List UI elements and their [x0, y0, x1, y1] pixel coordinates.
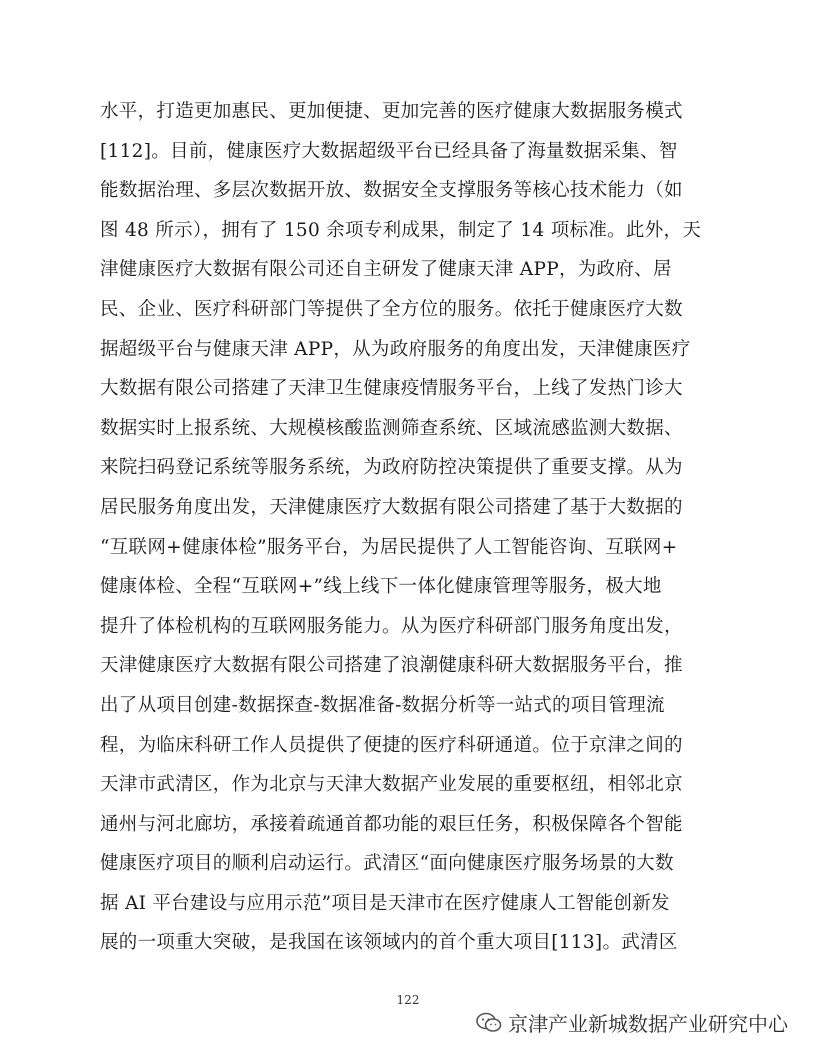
text-line: 天津健康医疗大数据有限公司搭建了浪潮健康科研大数据服务平台，推: [100, 655, 683, 677]
text-line: 健康体检、全程“互联网+”线上线下一体化健康管理等服务，极大地: [100, 576, 662, 598]
text-line: 来院扫码登记系统等服务系统，为政府防控决策提供了重要支撑。从为: [100, 457, 683, 479]
text-line: [112]。目前，健康医疗大数据超级平台已经具备了海量数据采集、智: [100, 140, 678, 162]
watermark: [476, 1008, 788, 1037]
text-line: 图 48 所示），拥有了 150 余项专利成果，制定了 14 项标准。此外，天: [100, 219, 702, 241]
text-line: 能数据治理、多层次数据开放、数据安全支撑服务等核心技术能力（如: [100, 180, 683, 202]
text-line: 天津市武清区，作为北京与天津大数据产业发展的重要枢纽，相邻北京: [100, 774, 683, 796]
document-body: [100, 92, 720, 963]
text-line: 出了从项目创建-数据探查-数据准备-数据分析等一站式的项目管理流: [100, 694, 665, 716]
text-line: 水平，打造更加惠民、更加便捷、更加完善的医疗健康大数据服务模式: [100, 101, 683, 122]
watermark-text: 京津产业新城数据产业研究中心: [508, 1012, 788, 1036]
text-line: 数据实时上报系统、大规模核酸监测筛查系统、区域流感监测大数据、: [100, 417, 683, 439]
text-line: 提升了体检机构的互联网服务能力。从为医疗科研部门服务角度出发，: [100, 615, 683, 637]
text-line: 据 AI 平台建设与应用示范”项目是天津市在医疗健康人工智能创新发: [100, 892, 670, 914]
text-line: 民、企业、医疗科研部门等提供了全方位的服务。依托于健康医疗大数: [100, 298, 683, 320]
text-line: 居民服务角度出发，天津健康医疗大数据有限公司搭建了基于大数据的: [100, 496, 683, 518]
text-line: 通州与河北廊坊，承接着疏通首都功能的艰巨任务，积极保障各个智能: [100, 813, 683, 835]
text-line: 据超级平台与健康天津 APP，从为政府服务的角度出发，天津健康医疗: [100, 338, 691, 360]
text-line: 健康医疗项目的顺利启动运行。武清区“面向健康医疗服务场景的大数: [100, 853, 674, 875]
text-line: 程，为临床科研工作人员提供了便捷的医疗科研通道。位于京津之间的: [100, 734, 683, 756]
text-line: 展的一项重大突破，是我国在该领域内的首个重大项目[113]。武清区: [100, 932, 678, 954]
page-number: 122: [396, 993, 420, 1007]
text-line: 大数据有限公司搭建了天津卫生健康疫情服务平台，上线了发热门诊大: [100, 378, 683, 400]
text-line: 津健康医疗大数据有限公司还自主研发了健康天津 APP，为政府、居: [100, 259, 672, 281]
text-line: “互联网+健康体检”服务平台，为居民提供了人工智能咨询、互联网+: [100, 536, 678, 558]
wechat-icon: [476, 1012, 502, 1034]
